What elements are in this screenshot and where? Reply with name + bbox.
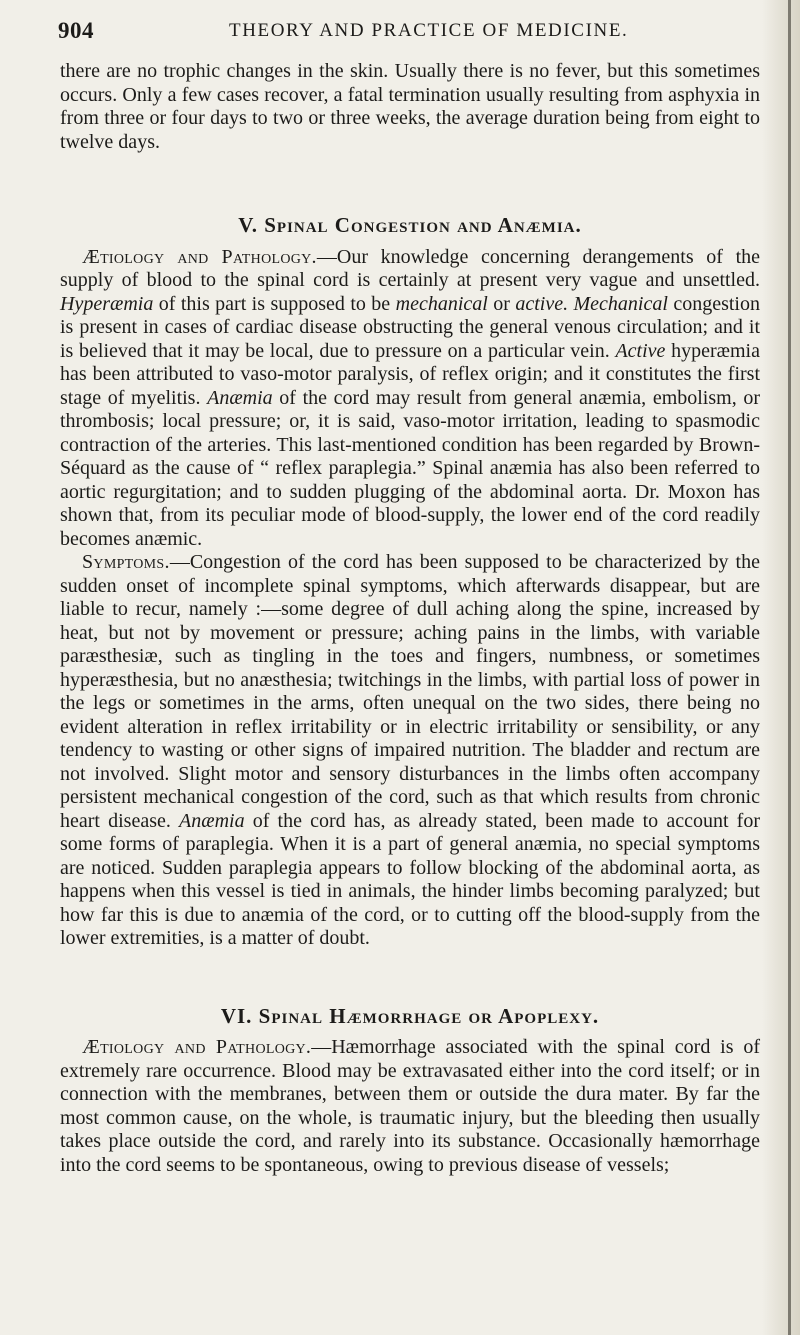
page-edge-shadow — [762, 0, 800, 1335]
page-body — [60, 60, 760, 1177]
etiology-text: hyperæmia has been attributed to vaso-motor paralysis, of reflex origin; and it constitutes the first stage of myelitis. — [60, 339, 760, 409]
italic-term: Hyperæmia — [60, 292, 154, 315]
italic-term: Anæmia — [207, 386, 273, 409]
etiology-text: of the cord may result from general anæmia, embolism, or thrombosis; local pressure; or, it is said, vaso-motor irritation, leading to spasmodic contraction of the arteries. This last-mentioned condition has been regarded by Brown-Séquard as the cause of “ reflex paraplegia.” Spinal anæmia has also been referred to aortic regurgitation; and to sudden plugging of the abdominal aorta. Dr. Moxon has shown that, from its peculiar mode of blood-supply, the lower end of the cord readily becomes anæmic. — [60, 386, 760, 550]
section-v-title: V. Spinal Congestion and Anæmia. — [238, 213, 582, 237]
etiology-text: of this part is supposed to be — [153, 292, 396, 315]
intro-paragraph: there are no trophic changes in the skin. Usually there is no fever, but this sometimes occurs. Only a few cases recover, a fatal termination usually resulting from asphyxia in from three or four days to two or three weeks, the average duration being from eight to twelve days. — [60, 60, 760, 153]
section-vi-etiology-paragraph — [60, 1036, 760, 1177]
etiology-text: —Hæmorrhage associated with the spinal cord is of extremely rare occurrence. Blood may be extravasated either into the cord itself; or in connection with the membranes, between them or outside the dura mater. By far the most common cause, on the whole, is traumatic injury, but the bleeding then usually takes place outside the cord, and rarely into its substance. Occasionally hæmorrhage into the cord seems to be spontaneous, owing to previous disease of vessels; — [60, 1036, 760, 1176]
section-v-symptoms-paragraph — [60, 551, 760, 951]
section-vi-title: VI. Spinal Hæmorrhage or Apoplexy. — [220, 1003, 600, 1028]
etiology-heading: Ætiology and Pathology. — [82, 245, 317, 268]
etiology-heading: Ætiology and Pathology. — [82, 1036, 312, 1058]
italic-term: active. Mechanical — [515, 292, 668, 315]
etiology-text: congestion is present in cases of cardiac disease obstructing the general venous circulation; and it is believed that it may be local, due to pressure on a particular vein. — [60, 292, 760, 362]
running-head: THEORY AND PRACTICE OF MEDICINE. — [229, 20, 629, 41]
symptoms-heading: Symptoms. — [82, 551, 170, 573]
italic-term: mechanical — [395, 292, 488, 315]
etiology-text: or — [487, 292, 516, 315]
etiology-text: —Our knowledge concerning derangements of the supply of blood to the spinal cord is certainly at present very vague and unsettled. — [60, 245, 760, 291]
symptoms-text: of the cord has, as already stated, been made to account for some forms of paraplegia. When it is a part of general anæmia, no special symptoms are noticed. Sudden paraplegia appears to follow blocking of the abdominal aorta, as happens when this vessel is tied in animals, the hinder limbs becoming paralyzed; but how far this is due to anæmia of the cord, or to cutting off the blood-supply from the lower extremities, is a matter of doubt. — [60, 809, 760, 949]
binding-edge-line — [788, 0, 791, 1335]
page-number: 904 — [58, 18, 94, 43]
page-header — [58, 18, 718, 48]
italic-term: Anæmia — [179, 809, 245, 832]
symptoms-text: —Congestion of the cord has been supposed to be characterized by the sudden onset of incomplete spinal symptoms, which afterwards disappear, but are liable to recur, namely :—some degree of dull aching along the spine, increased by heat, but not by movement or pressure; aching pains in the limbs, with variable paræsthesiæ, such as tingling in the toes and fingers, numbness, or sometimes hyperæsthesia, but no anæsthesia; twitchings in the limbs, with partial loss of power in the legs or sometimes in the arms, often unequal on the two sides, there being no evident alteration in reflex irritability or in electric irritability or sensibility, or any tendency to wasting or other signs of impaired nutrition. The bladder and rectum are not involved. Slight motor and sensory disturbances in the limbs often accompany persistent mechanical congestion of the cord, such as that which results from chronic heart disease. — [60, 551, 760, 832]
italic-term: Active — [615, 339, 666, 362]
section-v-etiology-paragraph — [60, 246, 760, 552]
